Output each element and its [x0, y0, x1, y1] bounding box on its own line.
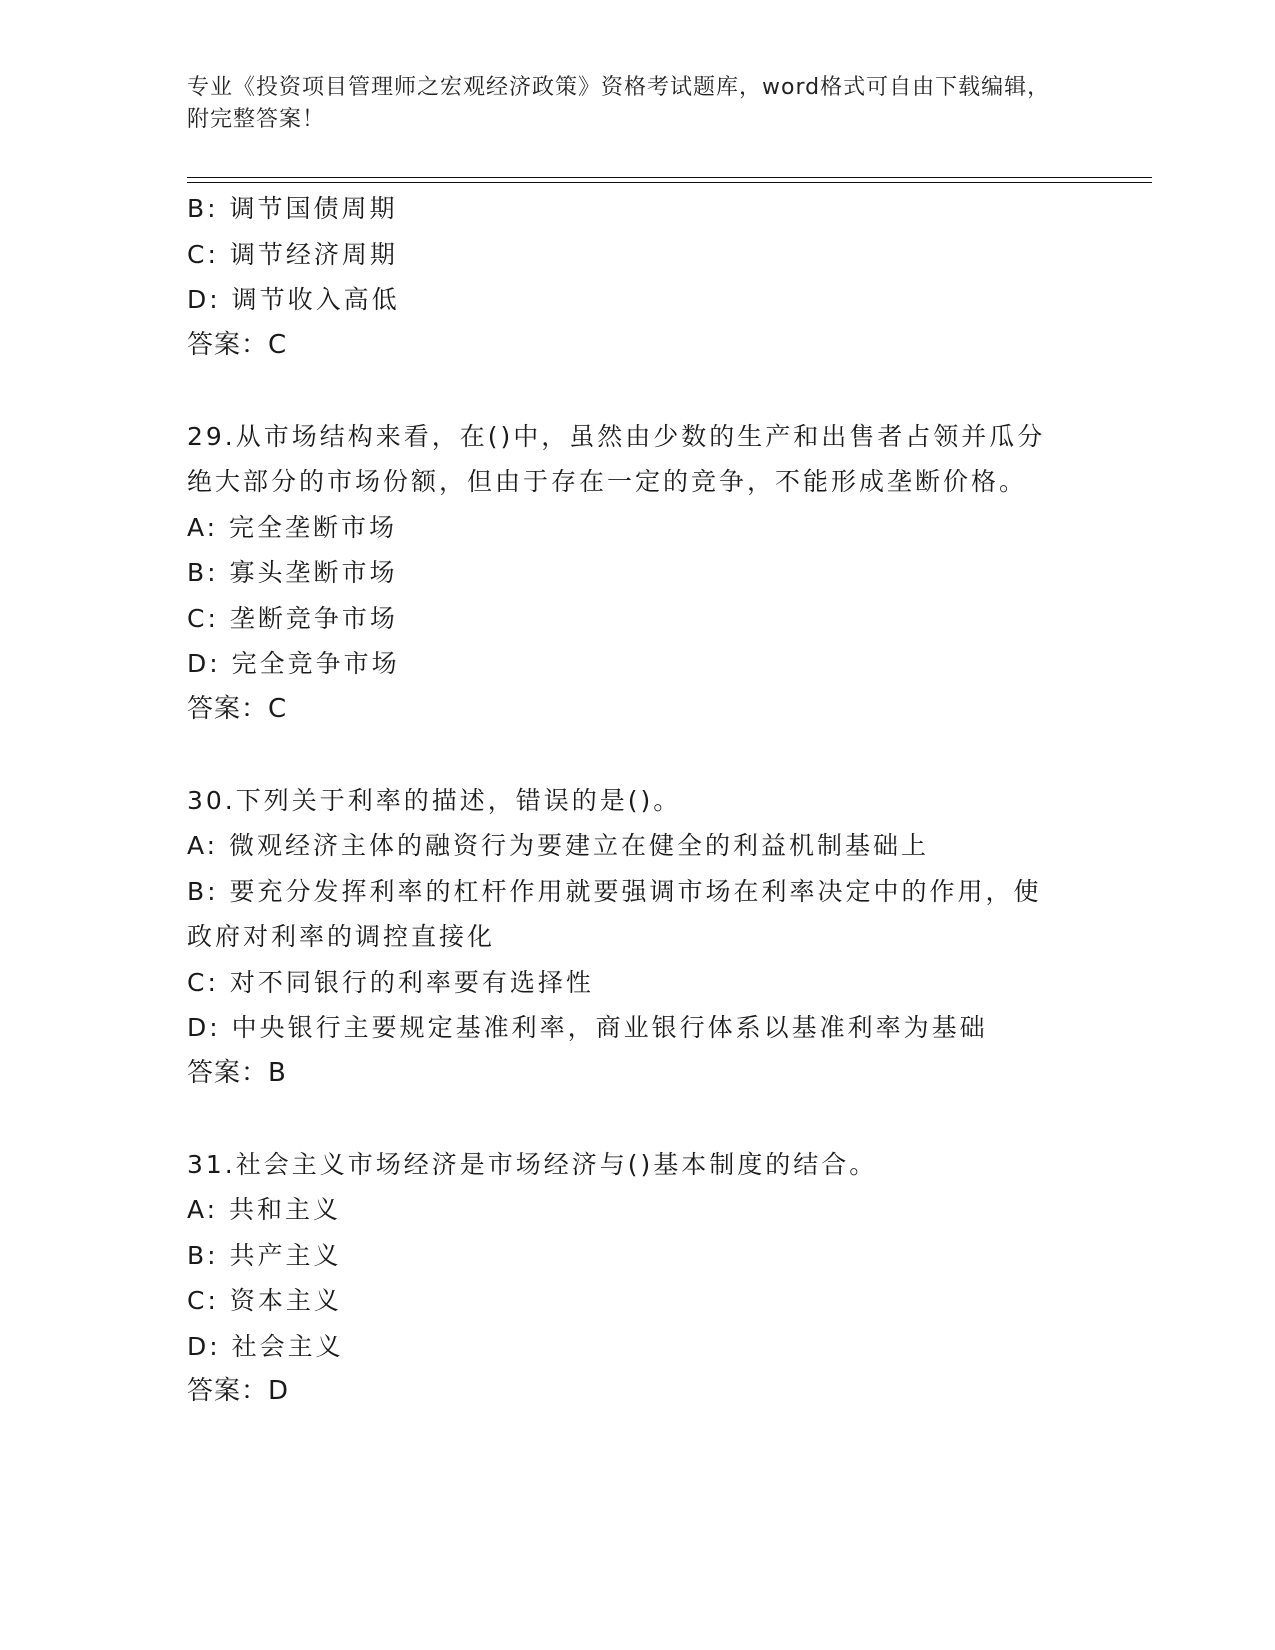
option-b: B: 共产主义 — [187, 1240, 342, 1270]
spacer — [187, 368, 1087, 414]
option-d: D: 完全竞争市场 — [187, 649, 400, 678]
document-header — [187, 72, 1067, 136]
option-d: D: 调节收入高低 — [187, 285, 400, 314]
answer: 答案：C — [187, 329, 288, 360]
option-d: D: 社会主义 — [187, 1331, 344, 1361]
option-c: C: 资本主义 — [187, 1286, 342, 1315]
answer: 答案：B — [187, 1057, 287, 1088]
question-stem: 29.从市场结构来看，在()中，虽然由少数的生产和出售者占领并瓜分 — [187, 421, 1046, 451]
answer: 答案：D — [187, 1376, 290, 1406]
question-content — [187, 186, 1087, 1415]
option-d: D: 中央银行主要规定基准利率，商业银行体系以基准利率为基础 — [187, 1013, 988, 1042]
question-stem: 30.下列关于利率的描述，错误的是()。 — [187, 785, 682, 815]
question-stem: 31.社会主义市场经济是市场经济与()基本制度的结合。 — [187, 1149, 878, 1179]
question-block-28 — [187, 186, 1087, 368]
option-c: C: 垄断竞争市场 — [187, 603, 398, 633]
header-title: 专业《投资项目管理师之宏观经济政策》资格考试题库，word格式可自由下载编辑，附完整答案！ — [187, 75, 1051, 132]
option-b: B: 要充分发挥利率的杠杆作用就要强调市场在利率决定中的作用，使 — [187, 876, 1042, 906]
question-block-31 — [187, 1142, 1087, 1415]
option-b: B: 寡头垄断市场 — [187, 558, 398, 587]
option-c: C: 调节经济周期 — [187, 239, 398, 269]
option-b: B: 调节国债周期 — [187, 194, 398, 223]
header-rule-bottom — [187, 182, 1152, 183]
header-rule-top — [187, 177, 1152, 178]
option-a: A: 完全垄断市场 — [187, 512, 398, 542]
answer: 答案：C — [187, 693, 288, 724]
option-a: A: 共和主义 — [187, 1195, 342, 1224]
spacer — [187, 732, 1087, 778]
question-stem: 绝大部分的市场份额，但由于存在一定的竞争，不能形成垄断价格。 — [187, 467, 1028, 496]
option-c: C: 对不同银行的利率要有选择性 — [187, 967, 594, 997]
option-b-continued: 政府对利率的调控直接化 — [187, 922, 496, 951]
option-a: A: 微观经济主体的融资行为要建立在健全的利益机制基础上 — [187, 831, 930, 860]
spacer — [187, 1096, 1087, 1142]
question-block-30 — [187, 778, 1087, 1097]
question-block-29 — [187, 414, 1087, 733]
